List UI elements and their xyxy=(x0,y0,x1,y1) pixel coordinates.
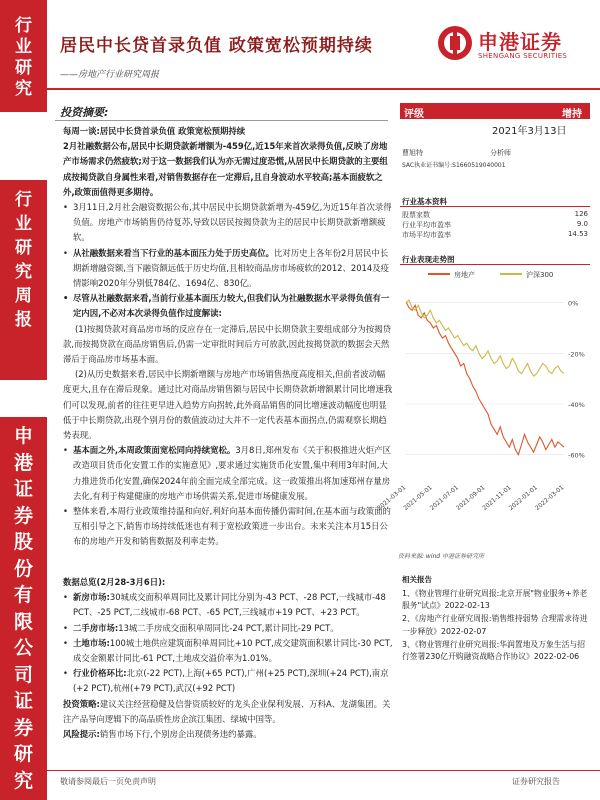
chart-heading: 行业表现走势图 xyxy=(402,255,455,264)
bullet-paragraph: • 3月11日,2月社会融资数据公布,其中居民中长期贷款新增为-459亿,为近15年首次录得负值。房地产市场销售仍待复苏,导致以居民按揭贷款为主的居民中长期贷款新增额疲软。 xyxy=(63,200,393,246)
rating-label: 评级 xyxy=(404,109,424,120)
bullet-lead: 从社融数据来看当下行业的基本面压力处于历史高位。 xyxy=(73,247,274,258)
logo-subtext: SHENGANG SECURITIES xyxy=(478,52,568,60)
side-char: 有 xyxy=(13,584,33,606)
rating-value: 增持 xyxy=(562,109,582,120)
investment-strategy xyxy=(63,697,393,727)
y-tick-label: -60% xyxy=(568,451,585,460)
weekly-topic-heading: 每周一谈:居民中长贷首录负值 政策宽松预期持续 xyxy=(63,126,246,136)
bullet-paragraph: • 尽管从社融数据来看,当前行业基本面压力较大,但我们认为社融数据水平录得负值有一定内因,不必对本次录得负值作过度解读: xyxy=(63,291,393,321)
chart-source: 资料来源: wind 申港证券研究所 xyxy=(398,553,485,560)
side-char: 究 xyxy=(15,79,32,99)
data-item xyxy=(63,636,393,666)
basics-key: 市场平均市盈率 xyxy=(402,231,451,239)
basics-divider xyxy=(400,206,590,207)
side-char: 证 xyxy=(13,690,33,712)
data-item xyxy=(63,590,393,620)
industry-trend-chart xyxy=(376,266,592,548)
footer-disclaimer: 敬请参阅最后一页免责声明 xyxy=(60,777,156,786)
logo-text: 申港证券 xyxy=(478,30,562,54)
side-char: 港 xyxy=(13,451,33,474)
x-tick-label: 2021-09-01 xyxy=(455,484,487,512)
data-item xyxy=(63,621,393,636)
report-subtitle: ——房地产行业研究周报 xyxy=(60,70,160,80)
basics-value: 126 xyxy=(574,210,588,218)
data-item-key: 行业价格环比: xyxy=(73,668,127,679)
side-char: 司 xyxy=(13,663,33,686)
report-date: 2021年3月13日 xyxy=(492,126,567,137)
basics-value: 9.0 xyxy=(576,220,588,228)
bullet-paragraph xyxy=(63,246,393,292)
footer-divider xyxy=(47,770,600,771)
data-item-key: 新房市场: xyxy=(73,592,110,603)
rating-bar xyxy=(400,103,590,119)
analyst-cert: SAC执业证书编号:S1660519040001 xyxy=(402,162,506,169)
basics-row xyxy=(402,230,588,240)
side-char: 研 xyxy=(15,238,32,258)
side-char: 业 xyxy=(15,214,32,234)
y-tick-label: -40% xyxy=(568,401,585,409)
abstract-heading: 投资摘要: xyxy=(60,106,109,119)
x-tick-label: 2021-11-01 xyxy=(481,484,513,512)
logo-emblem-icon xyxy=(436,24,474,62)
related-report-item: 3、《物业管理行业研究周报:华润置地及万象生活与招行签署230亿开购融资战略合作协议》2022-02-06 xyxy=(402,639,586,662)
chart-x-axis xyxy=(376,484,565,512)
report-title: 居民中长贷首录负值 政策宽松预期持续 xyxy=(60,36,373,56)
risk-value: 销售市场下行,个别房企出现债务违约暴露。 xyxy=(99,729,262,740)
basics-value: 14.53 xyxy=(567,230,588,238)
data-overview xyxy=(63,575,393,742)
related-reports xyxy=(402,588,592,664)
data-overview-heading: 数据总览(2月28-3月6日): xyxy=(63,577,166,587)
analyst-name: 曹旭特 xyxy=(402,149,423,157)
side-char: 行 xyxy=(15,16,32,36)
data-item-key: 土地市场: xyxy=(73,637,110,648)
chart-grid xyxy=(406,300,585,460)
bullet-paragraph xyxy=(63,443,393,504)
side-char: 研 xyxy=(15,58,32,78)
side-band-low xyxy=(0,417,47,800)
x-tick-label: 2021-07-01 xyxy=(428,484,460,512)
side-char: 周 xyxy=(15,286,32,306)
related-report-item: 2、《房地产行业研究周报:销售维持弱势 合理需求待进一步释放》2022-02-07 xyxy=(402,614,588,636)
basics-heading: 行业基本资料 xyxy=(402,197,447,206)
data-item-key: 二手房市场: xyxy=(73,622,119,633)
chart-divider xyxy=(400,264,590,265)
weekly-topic-summary: 2月社融数据公布,居民中长期贷款新增额为-459亿,近15年来首次录得负值,反映了房地产市场需求仍然疲软;对于这一数据我们认为亦无需过度恐慌,从居民中长期贷款的主要组成按揭贷款自身属性来看,对销售数据存在一定滞后,且自身波动水平较高;基本面疲软之外,政策面值得更多期待。 xyxy=(63,141,388,197)
legend-label: 房地产 xyxy=(454,271,475,279)
side-char: 限 xyxy=(13,610,33,633)
side-char: 份 xyxy=(13,557,33,580)
numbered-paragraph: (2)从历史数据来看,居民中长期新增额与房地产市场销售热度高度相关,但前者波动幅度更大,且存在滞后现象。通过比对商品房销售额与居民中长期贷款新增额累计同比增速我们可以发现,前者的往往更早进入趋势方向拐转,此外商品销售的同比增速波动幅度也明显低于中长期贷款,出现个别月份的数值波动过大并不一定代表基本面拐点,仍需观察长期趋势表现。 xyxy=(63,369,393,441)
abstract-body xyxy=(63,124,393,550)
side-char: 行 xyxy=(15,190,32,210)
analyst-role: 分析师 xyxy=(490,149,511,157)
series-line xyxy=(406,302,564,455)
basics-row xyxy=(402,210,588,220)
strategy-key: 投资策略: xyxy=(63,698,100,709)
bullet-paragraph: • 整体来看,本周行业政策维持温和向好,利好向基本面传播仍需时间,在基本面与政策面的互相引导之下,销售市场持续低迷也有利于宽松政策进一步出台。未来关注本月15日公布的房地产开发和销售数据及利率走势。 xyxy=(63,504,393,550)
numbered-paragraph: (1)按揭贷款对商品房市场的反应存在一定滞后,居民中长期贷款主要组成部分为按揭贷款,而按揭贷款在商品房销售后,仍需一定审批时间后方可放款,因此按揭贷款的数据会天然滞后于商品房市场基本面。 xyxy=(63,323,392,365)
side-band-mid xyxy=(0,180,47,380)
bullet-body: 比对历史上各年份2月居民中长期新增融资额,当下融资额远低于历史均值,且相较商品房市场疲软的2012、2014及疫情影响2020年分别低784亿、1694亿、830亿。 xyxy=(73,247,389,289)
chart-series xyxy=(406,300,564,455)
series-line xyxy=(406,300,564,376)
side-char: 券 xyxy=(13,716,33,739)
side-char: 股 xyxy=(13,531,33,553)
related-report-item: 1、《物业管理行业研究周报:北京开展"物业服务+养老服务"试点》2022-02-13 xyxy=(402,589,588,611)
side-char: 究 xyxy=(13,769,33,792)
related-heading: 相关报告 xyxy=(402,575,432,584)
side-band-top xyxy=(0,0,47,112)
side-char: 券 xyxy=(13,504,33,527)
side-char: 公 xyxy=(13,637,33,659)
data-item-value: 13城二手房成交面积单周同比-24 PCT,累计同比-29 PCT。 xyxy=(118,622,339,633)
side-char: 申 xyxy=(13,425,33,447)
legend-label: 沪深300 xyxy=(526,271,554,279)
y-tick-label: 0% xyxy=(568,299,579,308)
side-char: 业 xyxy=(15,37,32,57)
data-item-value: 100城土地供应建筑面积单周同比+10 PCT,成交建筑面积累计同比-30 PCT,成交金额累计同比-61 PCT,土地成交溢价率为1.01%。 xyxy=(73,637,393,664)
x-tick-label: 2021-03-01 xyxy=(376,484,408,512)
x-tick-label: 2022-01-01 xyxy=(507,484,539,512)
side-char: 究 xyxy=(15,262,32,282)
bullet-body: 3月8日,郑州发布《关于积极推进火炬产区改造项目货币化安置工作的实施意见》,要求通过实施货币化安置,集中利用3年时间,大力推进货币化安置,确保2024年前全面完成全部完成。这一政策推出将加速郑州存量房去化,有利于构建健康的房地产市场供需关系,促进市场健康发展。 xyxy=(73,445,392,501)
data-item-value: 北京(-22 PCT),上海(+65 PCT),广州(+25 PCT),深圳(+24 PCT),南京(+2 PCT),杭州(+79 PCT),武汉(+92 PCT) xyxy=(73,668,389,694)
bullet-lead: 基本面之外,本周政策面宽松同向持续宽松。 xyxy=(73,445,236,456)
risk-key: 风险提示: xyxy=(63,729,100,740)
header-divider xyxy=(47,88,600,90)
side-char: 证 xyxy=(13,478,33,500)
basics-key: 行业平均市盈率 xyxy=(402,221,451,229)
basics-row xyxy=(402,220,588,230)
x-tick-label: 2021-05-01 xyxy=(402,484,434,512)
data-item xyxy=(63,666,393,696)
chart-legend xyxy=(428,270,553,279)
risk-warning xyxy=(63,727,393,742)
footer-label: 证券研究报告 xyxy=(512,777,560,786)
side-char: 报 xyxy=(15,310,32,330)
data-item-value: 30城成交面积单周同比及累计同比分别为-43 PCT、-28 PCT,一线城市-48 PCT、-25 PCT,二线城市-68 PCT、-65 PCT,三线城市+19 PCT、+23 PCT。 xyxy=(73,592,386,618)
basics-key: 股票家数 xyxy=(402,211,430,219)
strategy-value: 建议关注经营稳健及信誉资质较好的龙头企业保利发展、万科A、龙湖集团。关注产品导向逻辑下的高品质性房企滨江集团、绿城中国等。 xyxy=(63,698,391,724)
y-tick-label: -20% xyxy=(568,350,585,359)
abstract-divider xyxy=(55,120,388,121)
side-char: 研 xyxy=(13,743,33,765)
x-tick-label: 2022-03-01 xyxy=(534,484,566,512)
